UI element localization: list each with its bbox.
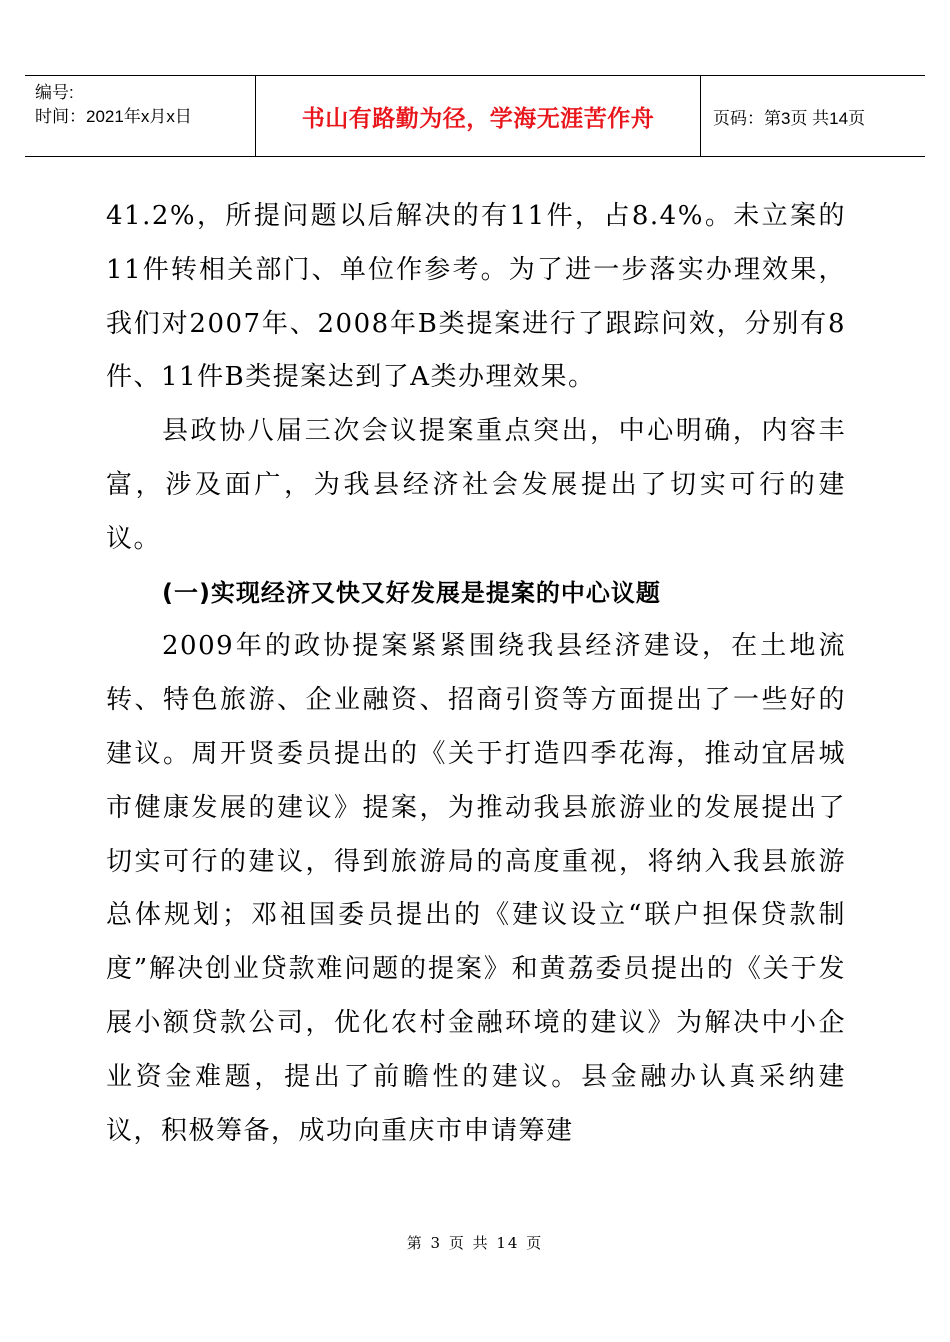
body-paragraph-1: 41.2%，所提问题以后解决的有11件，占8.4%。未立案的11件转相关部门、单位作参考。为了进一步落实办理效果，我们对2007年、2008年B类提案进行了跟踪问效，分别有8件、11件B类提案达到了A类办理效果。 xyxy=(106,201,846,393)
section-heading-1: (一)实现经济又快又好发展是提案的中心议题 xyxy=(162,578,661,607)
document-time-label: 时间：2021年x月x日 xyxy=(35,107,192,126)
motto-text: 书山有路勤为径，学海无涯苦作舟 xyxy=(301,105,655,132)
document-number-label: 编号: xyxy=(35,83,74,102)
body-paragraph-3: 2009年的政协提案紧紧围绕我县经济建设，在土地流转、特色旅游、企业融资、招商引资等方面提出了一些好的建议。周开贤委员提出的《关于打造四季花海，推动宜居城市健康发展的建议》提案，为推动我县旅游业的发展提出了切实可行的建议，得到旅游局的高度重视，将纳入我县旅游总体规划；邓祖国委员提出的《建议设立“联户担保贷款制度”解决创业贷款难问题的提案》和黄荔委员提出的《关于发展小额贷款公司，优化农村金融环境的建议》为解决中小企业资金难题，提出了前瞻性的建议。县金融办认真采纳建议，积极筹备，成功向重庆市申请筹建 xyxy=(106,631,846,1146)
document-body xyxy=(106,190,846,1158)
footer-page-number: 第 3 页 共 14 页 xyxy=(406,1234,544,1252)
header-meta xyxy=(25,76,255,156)
body-paragraph-2: 县政协八届三次会议提案重点突出，中心明确，内容丰富，涉及面广，为我县经济社会发展提出了切实可行的建议。 xyxy=(106,416,846,554)
header-page-label: 页码：第3页 共14页 xyxy=(713,108,866,128)
page-footer xyxy=(0,1232,950,1253)
document-header xyxy=(25,75,925,157)
header-motto xyxy=(255,76,701,156)
header-page-info xyxy=(701,76,925,156)
